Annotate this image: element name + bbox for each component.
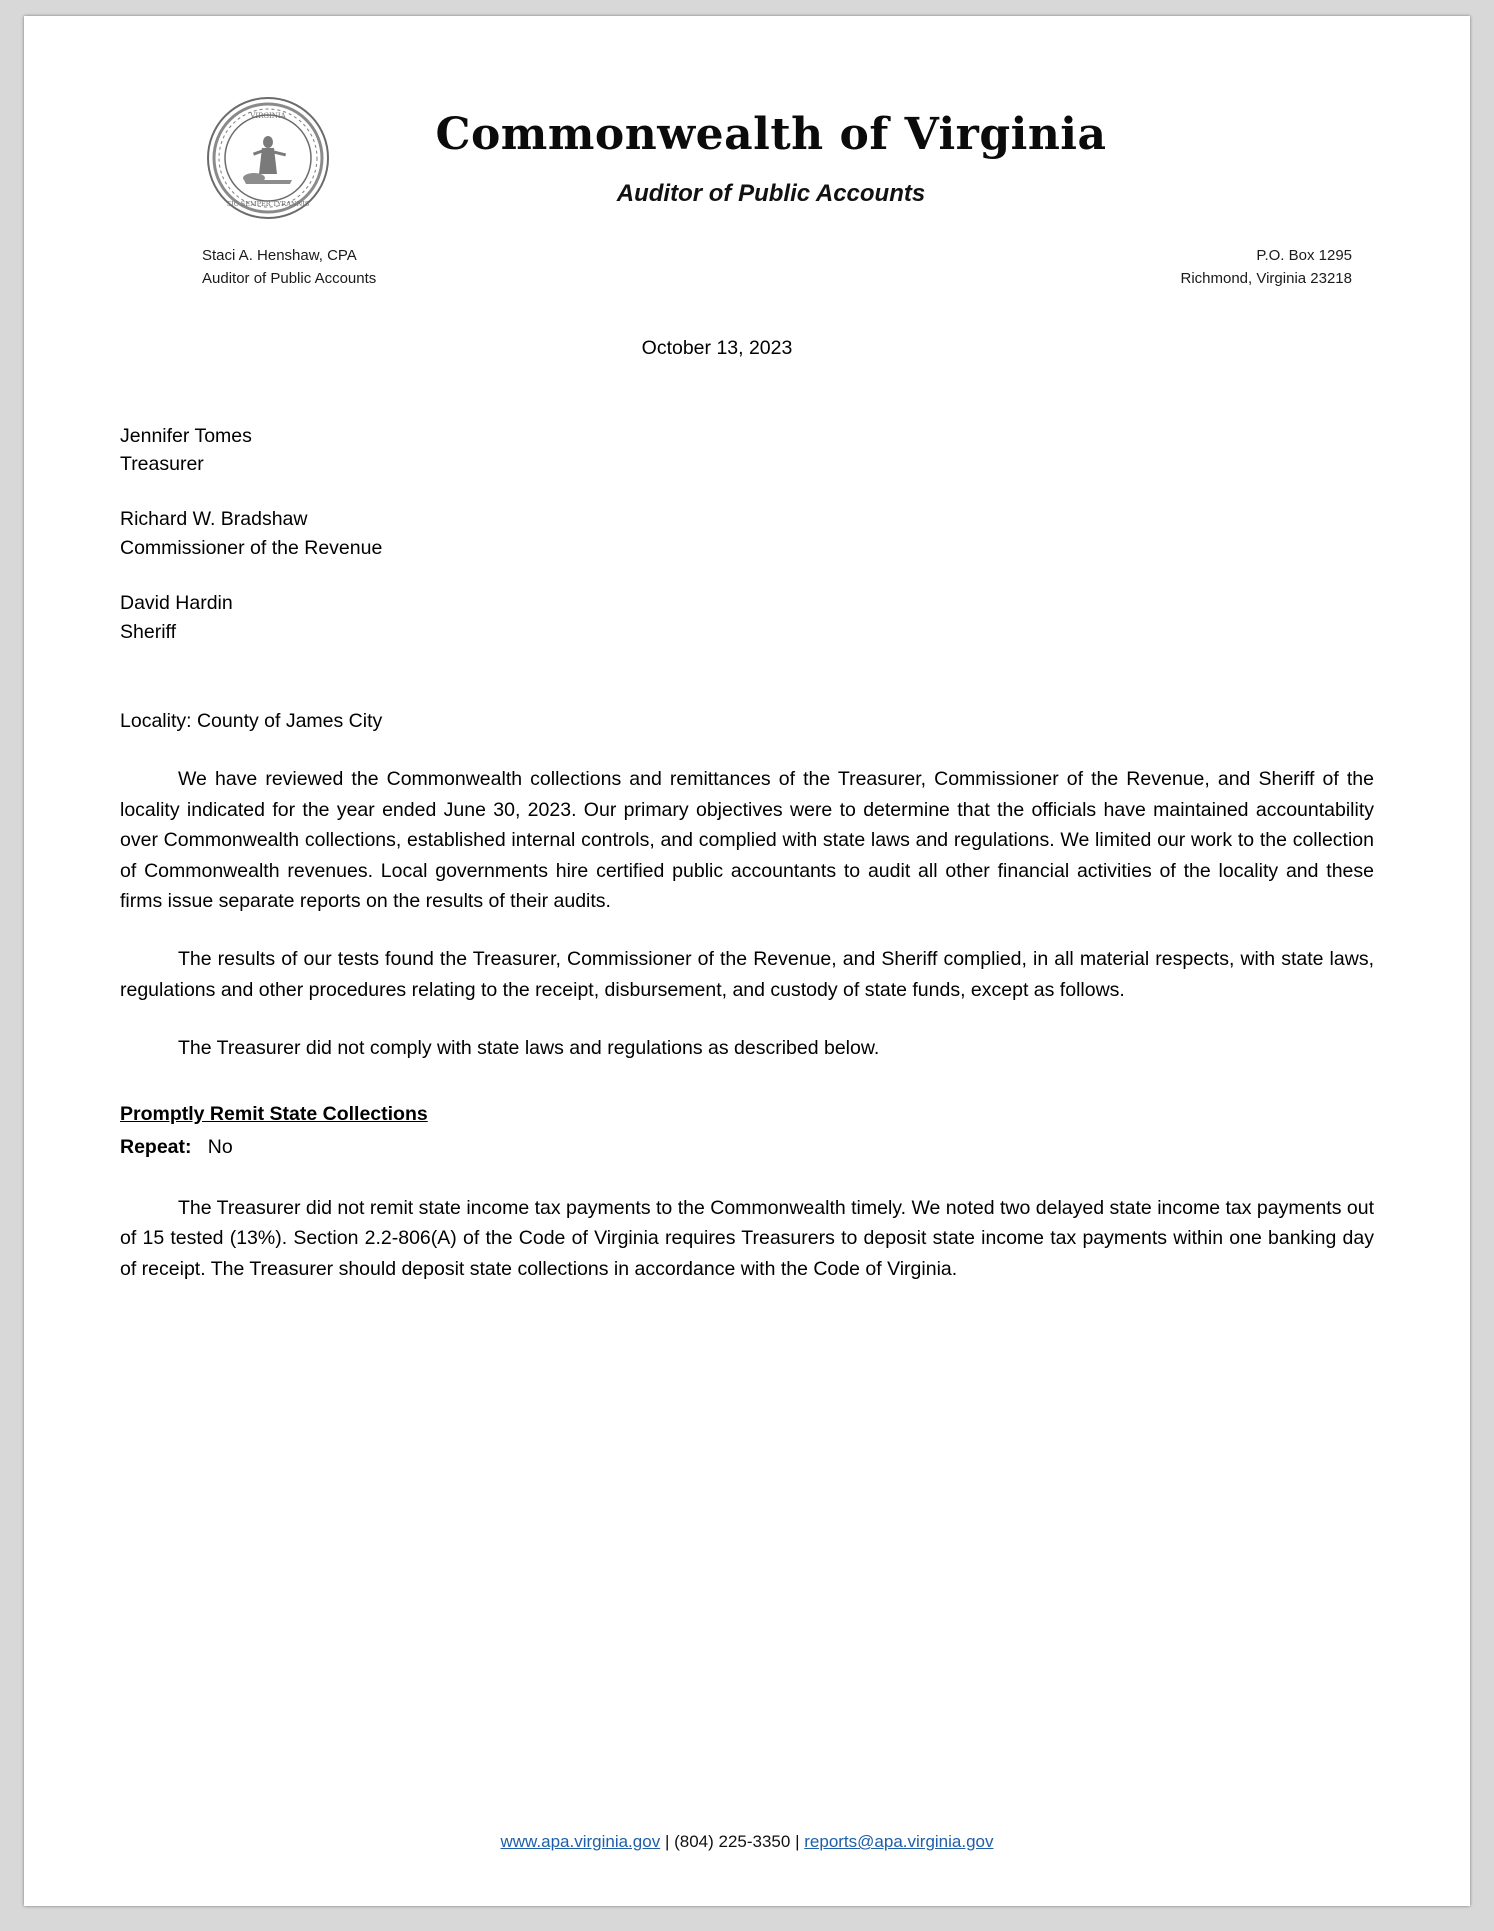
footer-separator: | [664, 1832, 670, 1851]
footer-separator: | [795, 1832, 800, 1851]
finding-repeat-label: Repeat: [120, 1136, 192, 1159]
recipient-item [120, 505, 1374, 563]
recipient-title: Treasurer [120, 453, 204, 476]
officer-title: Auditor of Public Accounts [202, 270, 377, 288]
paragraph-results: The results of our tests found the Treasurer, Commissioner of the Revenue, and Sheriff complied, in all material respects, with state laws, regulations and other procedures relating to the receipt, disbursement, and custody of state funds, except as follows. [120, 948, 1374, 1001]
finding-body: The Treasurer did not remit state income tax payments to the Commonwealth timely. We noted two delayed state income tax payments out of 15 tested (13%). Section 2.2-806(A) of the Code of Virginia requires Treasurers to deposit state income tax payments within one banking day of receipt. The Treasurer should deposit state collections in accordance with the Code of Virginia. [120, 1196, 1374, 1280]
finding-heading: Promptly Remit State Collections [120, 1102, 428, 1125]
letterhead-title: Commonwealth of Virginia [435, 109, 1107, 160]
svg-text:VIRGINIA: VIRGINIA [250, 112, 286, 120]
virginia-state-seal-icon [206, 96, 330, 220]
paragraph-noncompliance: The Treasurer did not comply with state laws and regulations as described below. [178, 1037, 880, 1060]
page-footer [24, 1832, 1470, 1852]
letterhead-details [120, 244, 1374, 291]
recipient-item [120, 422, 1374, 480]
recipient-title: Commissioner of the Revenue [120, 537, 383, 560]
letter-date: October 13, 2023 [641, 337, 793, 359]
recipient-title: Sheriff [120, 620, 177, 643]
address-line-2: Richmond, Virginia 23218 [1180, 270, 1352, 288]
email-link[interactable]: reports@apa.virginia.gov [804, 1832, 994, 1851]
svg-text:SIC SEMPER TYRANNIS: SIC SEMPER TYRANNIS [226, 200, 310, 208]
recipient-item [120, 589, 1374, 647]
letterhead-subtitle: Auditor of Public Accounts [616, 180, 926, 208]
letterhead [120, 72, 1374, 288]
office-address [1181, 244, 1375, 291]
letter-body [120, 334, 1374, 1284]
finding-repeat [120, 1133, 1374, 1163]
recipient-name: David Hardin [120, 592, 233, 615]
officer-name: Staci A. Henshaw, CPA [202, 247, 357, 264]
officer-block [120, 244, 376, 291]
paragraph-scope: We have reviewed the Commonwealth collections and remittances of the Treasurer, Commissioner of the Revenue, and Sheriff of the locality indicated for the year ended June 30, 2023. Our primary objectives were to determine that the officials have maintained accountability over Commonwealth collections, established internal controls, and complied with state laws and regulations. We limited our work to the collection of Commonwealth revenues. Local governments hire certified public accountants to audit all other financial activities of the locality and these firms issue separate reports on the results of their audits. [120, 768, 1374, 913]
website-link[interactable]: www.apa.virginia.gov [500, 1832, 661, 1851]
page-content [24, 16, 1470, 1906]
phone-number: (804) 225-3350 [674, 1832, 791, 1851]
recipient-name: Jennifer Tomes [120, 424, 252, 447]
address-line-1: P.O. Box 1295 [1256, 247, 1352, 264]
locality-line: Locality: County of James City [120, 709, 383, 732]
document-page [24, 16, 1470, 1906]
recipient-list [120, 422, 1374, 647]
recipient-name: Richard W. Bradshaw [120, 508, 308, 531]
finding-repeat-value: No [207, 1136, 233, 1159]
